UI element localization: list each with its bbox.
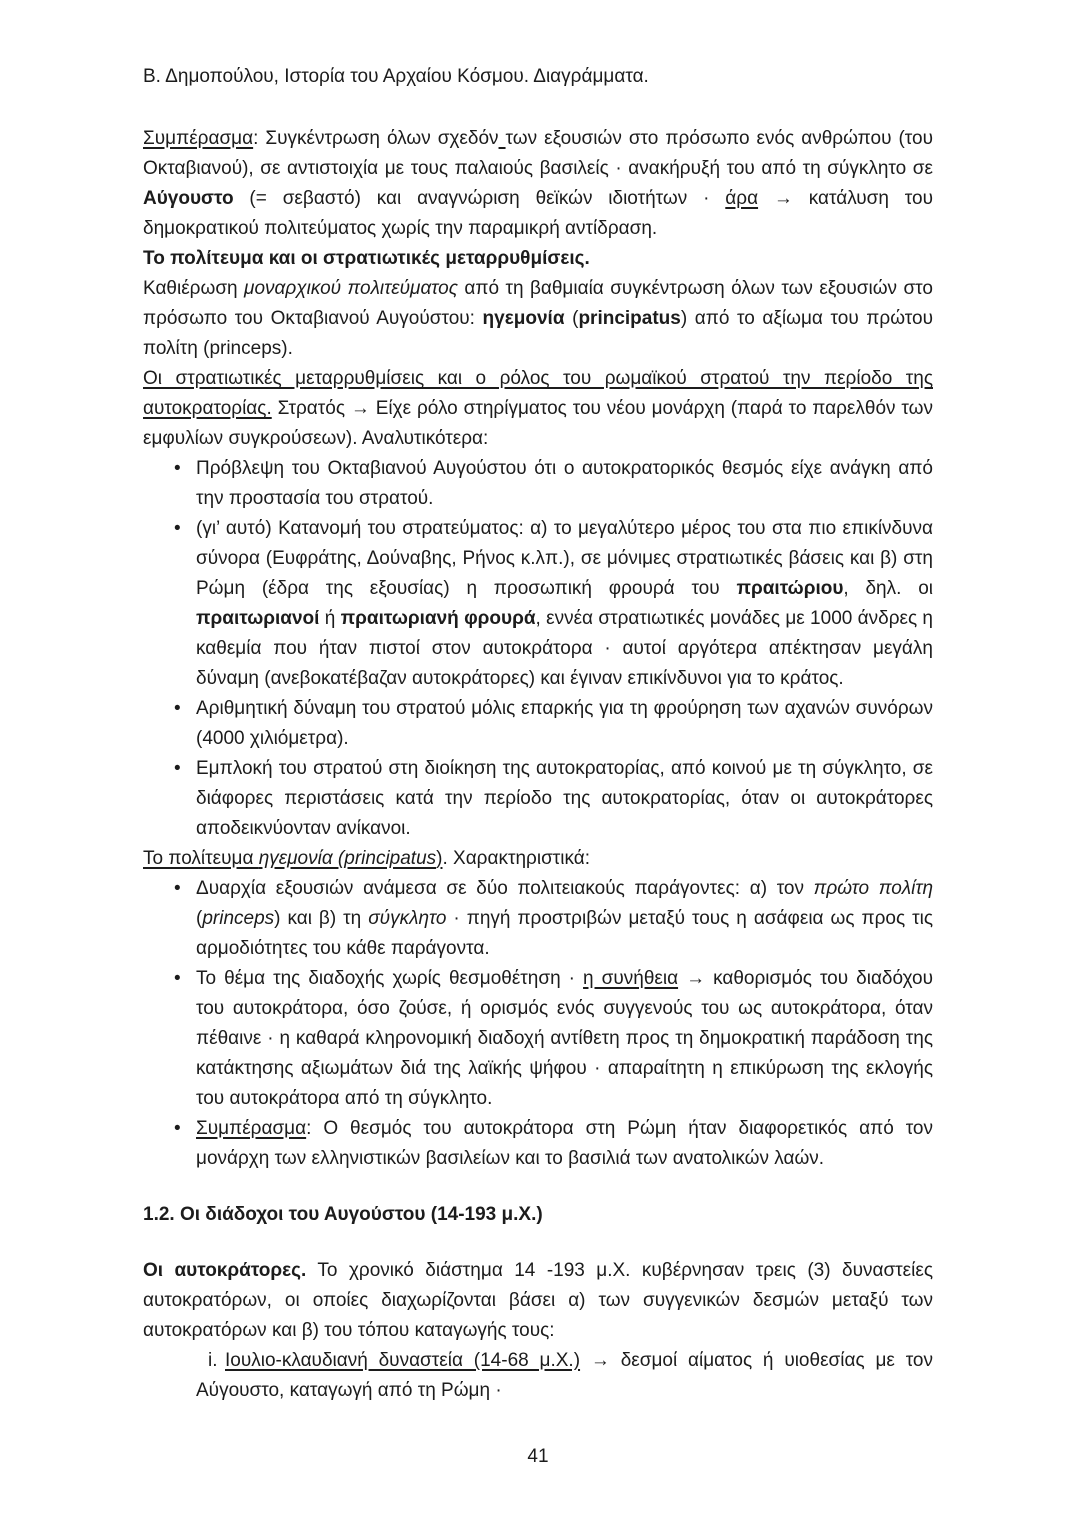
text-run: . Χαρακτηριστικά: (442, 848, 591, 869)
paragraph (143, 844, 933, 874)
text-run: ( (564, 308, 579, 329)
text-run: Πρόβλεψη του Οκταβιανού Αυγούστου ότι ο αυτοκρατορικός θεσμός είχε ανάγκη από την προστασία του στρατού. (196, 458, 933, 509)
bullet-item (143, 874, 933, 964)
text-run: ) από το αξίωμα του πρώτου πολίτη (princeps). (143, 308, 933, 359)
text-run: Το θέμα της διαδοχής χωρίς θεσμοθέτηση · (196, 968, 584, 989)
paragraph (143, 124, 933, 244)
bullet-icon: • (174, 758, 181, 779)
text-run: principatus (578, 308, 681, 329)
text-run: → δεσμοί αίματος ή υιοθεσίας με τον Αύγουστο, καταγωγή από τη Ρώμη · (196, 1350, 933, 1401)
text-run: ( (196, 908, 203, 929)
text-run: → κατάλυση του δημοκρατικού πολιτεύματος χωρίς την παραμικρή αντίδραση. (143, 188, 934, 239)
text-run: ) (436, 848, 443, 869)
text-run: , δηλ. οι (843, 578, 933, 599)
page-number: 41 (527, 1446, 549, 1467)
text-run: η συνήθεια (583, 968, 679, 989)
text-run: άρα (725, 188, 759, 209)
text-run: Ιουλιο-κλαυδιανή δυναστεία (14-68 μ.Χ.) (225, 1350, 581, 1371)
text-run: πραιτωριανοί (196, 608, 320, 629)
paragraph (143, 364, 933, 454)
text-run: πρώτο πολίτη (813, 878, 933, 899)
text-run: ηγεμονία (482, 308, 565, 329)
text-run: Το χρονικό διάστημα 14 -193 μ.Χ. κυβέρνησαν τρεις (3) δυναστείες αυτοκρατόρων, οι οποίες διαχωρίζονται βάσει α) των συγγενικών δεσμών μεταξύ των αυτοκρατόρων και β) του τόπου καταγωγής τους: (143, 1260, 933, 1341)
text-run: Οι αυτοκράτορες. (143, 1260, 307, 1281)
bullet-item (143, 694, 933, 754)
bullet-item (143, 754, 933, 844)
bullet-icon: • (174, 968, 181, 989)
text-run: ή (319, 608, 341, 629)
bullet-icon: • (174, 518, 181, 539)
text-run: Αύγουστο (143, 188, 234, 209)
numbered-item (143, 1346, 933, 1406)
text-run: μοναρχικού πολιτεύματος (244, 278, 458, 299)
text-run: Αριθμητική δύναμη του στρατού μόλις επαρκής για τη φρούρηση των αχανών συνόρων (4000 χιλιόμετρα). (196, 698, 933, 749)
text-run: Το πολίτευμα και οι στρατιωτικές μεταρρυθμίσεις. (143, 248, 590, 269)
text-run: → καθορισμός του διαδόχου του αυτοκράτορα, όσο ζούσε, ή ορισμός ενός συγγενούς του ως αυτοκράτορα, όταν πέθαινε · η καθαρά κληρονομική διαδοχή αντίθετη προς τη δημοκρατική παράδοση της κατάκτησης αξιωμάτων διά της λαϊκής ψήφου · απαραίτητη η επικύρωση της εκλογής του αυτοκράτορα από τη σύγκλητο. (196, 968, 933, 1109)
text-run: πραιτωριανή φρουρά (340, 608, 536, 629)
text-run: Δυαρχία εξουσιών ανάμεσα σε δύο πολιτειακούς παράγοντες: α) τον (196, 878, 814, 899)
text-run: , εννέα στρατιωτικές μονάδες με 1000 άνδρες η καθεμία που ήταν πιστοί στον αυτοκράτορα · αυτοί αργότερα απέκτησαν μεγάλη δύναμη (ανεβοκατέβαζαν αυτοκράτορες) και έγιναν επικίνδυνοι για το κράτος. (196, 608, 934, 689)
text-run: · πηγή προστριβών μεταξύ τους η ασάφεια ως προς τις αρμοδιότητες του κάθε παράγοντα. (196, 908, 933, 959)
text-run: των εξουσιών στο πρόσωπο ενός ανθρώπου (του Οκταβιανού), σε αντιστοιχία με τους παλαιούς βασιλείς · ανακήρυξή του από τη σύγκλητο σε (143, 128, 933, 179)
document-header: Β. Δημοπούλου, Ιστορία του Αρχαίου Κόσμου. Διαγράμματα. (143, 66, 649, 87)
heading (143, 244, 933, 274)
text-run: Καθιέρωση (143, 278, 245, 299)
bullet-icon: • (174, 1118, 181, 1139)
text-run: Οι στρατιωτικές μεταρρυθμίσεις και ο ρόλος του ρωμαϊκού στρατού την περίοδο της αυτοκρατορίας. (143, 368, 933, 419)
heading (143, 1200, 933, 1230)
document-body (143, 124, 933, 1406)
text-run: Συμπέρασμα (196, 1118, 307, 1139)
text-run: ) και β) τη (274, 908, 369, 929)
text-run: Συμπέρασμα (143, 128, 254, 149)
text-run: σύγκλητο (368, 908, 447, 929)
text-run: πραιτώριου (736, 578, 844, 599)
text-run: : Ο θεσμός του αυτοκράτορα στη Ρώμη ήταν διαφορετικός από τον μονάρχη των ελληνιστικών βασιλείων και το βασιλιά των ανατολικών λαών. (196, 1118, 933, 1169)
bullet-item (143, 454, 933, 514)
bullet-item (143, 514, 933, 694)
text-run: (γι’ αυτό) Κατανομή του στρατεύματος: α) το μεγαλύτερο μέρος του στα πιο επικίνδυνα σύνορα (Ευφράτης, Δούναβης, Ρήνος κ.λπ.), σε μόνιμες στρατιωτικές βάσεις και β) στη Ρώμη (έδρα της εξουσίας) η προσωπική φρουρά του (196, 518, 933, 599)
paragraph (143, 1256, 933, 1346)
text-run: Εμπλοκή του στρατού στη διοίκηση της αυτοκρατορίας, από κοινού με τη σύγκλητο, σε διάφορες περιστάσεις κατά την περίοδο της αυτοκρατορίας, όταν οι αυτοκράτορες αποδεικνύονταν ανίκανοι. (196, 758, 933, 839)
list-marker: i. (208, 1350, 218, 1371)
text-run: από τη βαθμιαία συγκέντρωση όλων των εξουσιών στο πρόσωπο του Οκταβιανού Αυγούστου: (143, 278, 933, 329)
bullet-item (143, 964, 933, 1114)
text-run (499, 128, 506, 149)
text-run: Το πολίτευμα (143, 848, 259, 869)
bullet-icon: • (174, 458, 181, 479)
text-run: ηγεμονία (principatus (258, 848, 437, 869)
text-run: (= σεβαστό) και αναγνώριση θεϊκών ιδιοτήτων · (233, 188, 726, 209)
text-run: : Συγκέντρωση όλων σχεδόν (253, 128, 499, 149)
text-run: princeps (202, 908, 275, 929)
bullet-icon: • (174, 878, 181, 899)
text-run: 1.2. Οι διάδοχοι του Αυγούστου (14-193 μ.Χ.) (143, 1204, 543, 1225)
paragraph (143, 274, 933, 364)
text-run: Στρατός → Είχε ρόλο στηρίγματος του νέου μονάρχη (παρά το παρελθόν των εμφυλίων συγκρούσεων). Αναλυτικότερα: (143, 398, 933, 449)
bullet-item (143, 1114, 933, 1174)
bullet-icon: • (174, 698, 181, 719)
